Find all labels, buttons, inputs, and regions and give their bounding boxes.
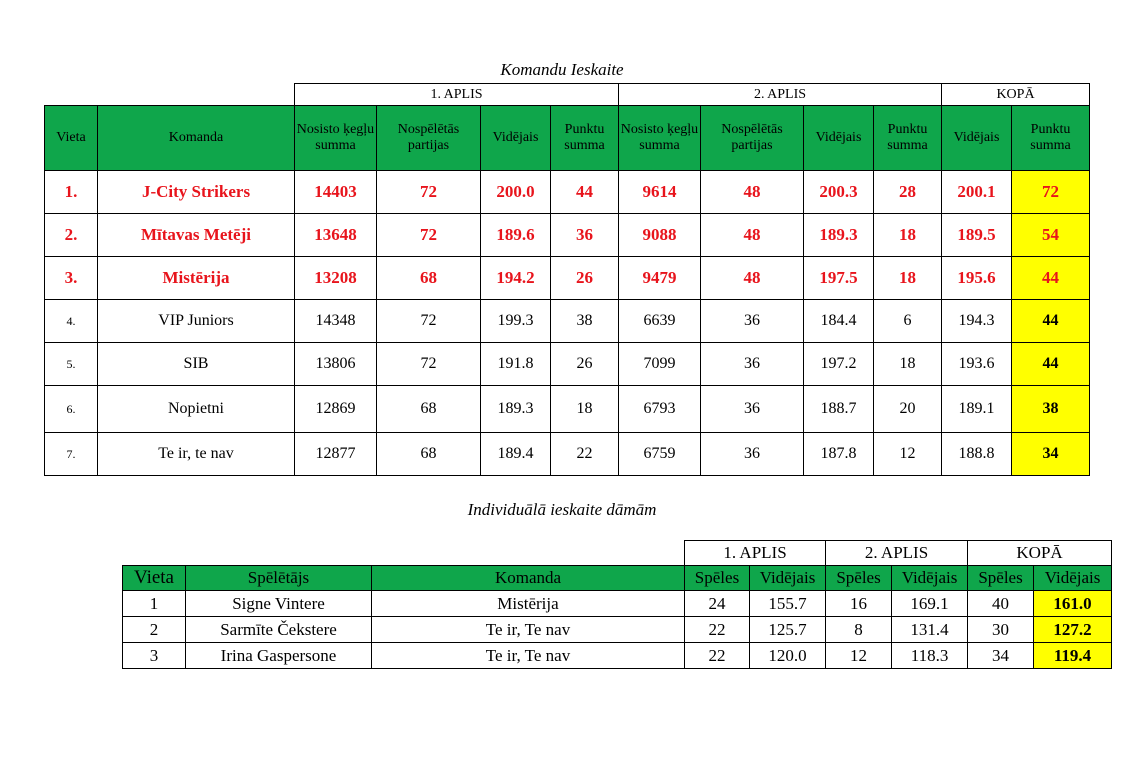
team-place-cell: 5. — [45, 343, 98, 386]
round1-games-cell: 68 — [377, 257, 481, 300]
total-average-cell: 119.4 — [1034, 643, 1112, 669]
team-row — [45, 343, 1090, 386]
group-header-round2: 2. APLIS — [826, 541, 968, 566]
round1-pins-sum-cell: 12869 — [295, 386, 377, 433]
round1-games-cell: 72 — [377, 343, 481, 386]
column-header-team: Komanda — [372, 566, 685, 591]
team-table-body — [45, 171, 1090, 476]
team-row — [45, 386, 1090, 433]
group-header-total: KOPĀ — [968, 541, 1112, 566]
round1-pins-sum-cell: 14348 — [295, 300, 377, 343]
individual-table-body — [123, 591, 1112, 669]
round2-average-cell: 118.3 — [892, 643, 968, 669]
team-row — [45, 214, 1090, 257]
total-games-cell: 40 — [968, 591, 1034, 617]
round2-average-cell: 169.1 — [892, 591, 968, 617]
column-header-average: Vidējais — [942, 106, 1012, 171]
round1-points-cell: 44 — [551, 171, 619, 214]
round1-average-cell: 199.3 — [481, 300, 551, 343]
group-header-round1: 1. APLIS — [685, 541, 826, 566]
total-games-cell: 34 — [968, 643, 1034, 669]
team-name-cell: Mītavas Metēji — [98, 214, 295, 257]
round2-average-cell: 184.4 — [804, 300, 874, 343]
round2-pins-sum-cell: 9479 — [619, 257, 701, 300]
player-name-cell: Sarmīte Čekstere — [186, 617, 372, 643]
column-header-place: Vieta — [123, 566, 186, 591]
team-group-header-row — [45, 84, 1090, 106]
team-column-header-row — [45, 106, 1090, 171]
round1-average-cell: 189.4 — [481, 433, 551, 476]
round2-average-cell: 197.2 — [804, 343, 874, 386]
team-place-cell: 2. — [45, 214, 98, 257]
player-place-cell: 2 — [123, 617, 186, 643]
round2-average-cell: 131.4 — [892, 617, 968, 643]
player-row — [123, 643, 1112, 669]
round1-games-cell: 24 — [685, 591, 750, 617]
round1-average-cell: 120.0 — [750, 643, 826, 669]
round2-points-cell: 28 — [874, 171, 942, 214]
column-header-average: Vidējais — [481, 106, 551, 171]
total-points-cell: 38 — [1012, 386, 1090, 433]
round2-pins-sum-cell: 7099 — [619, 343, 701, 386]
group-header-round2: 2. APLIS — [619, 84, 942, 106]
round1-points-cell: 22 — [551, 433, 619, 476]
team-row — [45, 171, 1090, 214]
round2-games-cell: 16 — [826, 591, 892, 617]
column-header-player: Spēlētājs — [186, 566, 372, 591]
team-name-cell: Nopietni — [98, 386, 295, 433]
player-row — [123, 591, 1112, 617]
round2-points-cell: 18 — [874, 214, 942, 257]
team-name-cell: SIB — [98, 343, 295, 386]
round2-games-cell: 48 — [701, 214, 804, 257]
total-points-cell: 72 — [1012, 171, 1090, 214]
total-average-cell: 189.5 — [942, 214, 1012, 257]
player-place-cell: 1 — [123, 591, 186, 617]
team-name-cell: Mistērija — [98, 257, 295, 300]
round1-pins-sum-cell: 13806 — [295, 343, 377, 386]
total-average-cell: 189.1 — [942, 386, 1012, 433]
round1-average-cell: 189.3 — [481, 386, 551, 433]
player-name-cell: Signe Vintere — [186, 591, 372, 617]
round1-games-cell: 68 — [377, 433, 481, 476]
round1-pins-sum-cell: 13648 — [295, 214, 377, 257]
round1-average-cell: 191.8 — [481, 343, 551, 386]
player-row — [123, 617, 1112, 643]
total-points-cell: 44 — [1012, 300, 1090, 343]
round1-average-cell: 200.0 — [481, 171, 551, 214]
column-header-place: Vieta — [45, 106, 98, 171]
round1-pins-sum-cell: 14403 — [295, 171, 377, 214]
total-average-cell: 200.1 — [942, 171, 1012, 214]
round2-games-cell: 48 — [701, 257, 804, 300]
round2-pins-sum-cell: 6793 — [619, 386, 701, 433]
round2-points-cell: 18 — [874, 257, 942, 300]
column-header-games-played: Nospēlētās partijas — [701, 106, 804, 171]
round2-points-cell: 20 — [874, 386, 942, 433]
player-place-cell: 3 — [123, 643, 186, 669]
column-header-points-sum: Punktu summa — [1012, 106, 1090, 171]
round1-pins-sum-cell: 12877 — [295, 433, 377, 476]
team-name-cell: Te ir, te nav — [98, 433, 295, 476]
round2-points-cell: 6 — [874, 300, 942, 343]
column-header-games: Spēles — [685, 566, 750, 591]
round2-games-cell: 36 — [701, 433, 804, 476]
round1-points-cell: 18 — [551, 386, 619, 433]
player-team-cell: Te ir, Te nav — [372, 643, 685, 669]
column-header-average: Vidējais — [804, 106, 874, 171]
team-place-cell: 7. — [45, 433, 98, 476]
total-average-cell: 188.8 — [942, 433, 1012, 476]
round2-pins-sum-cell: 6759 — [619, 433, 701, 476]
individual-column-header-row — [123, 566, 1112, 591]
column-header-average: Vidējais — [750, 566, 826, 591]
total-points-cell: 54 — [1012, 214, 1090, 257]
total-average-cell: 161.0 — [1034, 591, 1112, 617]
round1-points-cell: 38 — [551, 300, 619, 343]
round2-pins-sum-cell: 9088 — [619, 214, 701, 257]
column-header-games-played: Nospēlētās partijas — [377, 106, 481, 171]
round2-pins-sum-cell: 6639 — [619, 300, 701, 343]
team-place-cell: 1. — [45, 171, 98, 214]
round1-average-cell: 194.2 — [481, 257, 551, 300]
round2-average-cell: 187.8 — [804, 433, 874, 476]
round1-points-cell: 26 — [551, 343, 619, 386]
total-games-cell: 30 — [968, 617, 1034, 643]
total-points-cell: 44 — [1012, 343, 1090, 386]
round1-games-cell: 72 — [377, 214, 481, 257]
round1-games-cell: 22 — [685, 643, 750, 669]
round2-games-cell: 48 — [701, 171, 804, 214]
round2-pins-sum-cell: 9614 — [619, 171, 701, 214]
round2-games-cell: 36 — [701, 386, 804, 433]
round1-games-cell: 72 — [377, 300, 481, 343]
column-header-pins-sum: Nosisto ķegļu summa — [295, 106, 377, 171]
column-header-games: Spēles — [968, 566, 1034, 591]
team-row — [45, 433, 1090, 476]
round2-points-cell: 18 — [874, 343, 942, 386]
total-average-cell: 194.3 — [942, 300, 1012, 343]
total-average-cell: 127.2 — [1034, 617, 1112, 643]
round1-points-cell: 36 — [551, 214, 619, 257]
individual-standings-title: Individuālā ieskaite dāmām — [467, 500, 657, 519]
team-standings-title: Komandu Ieskaite — [500, 60, 624, 79]
column-header-points-sum: Punktu summa — [551, 106, 619, 171]
team-place-cell: 4. — [45, 300, 98, 343]
team-row — [45, 257, 1090, 300]
player-team-cell: Te ir, Te nav — [372, 617, 685, 643]
column-header-average: Vidējais — [1034, 566, 1112, 591]
individual-group-header-row — [123, 541, 1112, 566]
team-row — [45, 300, 1090, 343]
round2-points-cell: 12 — [874, 433, 942, 476]
round2-average-cell: 188.7 — [804, 386, 874, 433]
team-place-cell: 6. — [45, 386, 98, 433]
round1-average-cell: 155.7 — [750, 591, 826, 617]
column-header-games: Spēles — [826, 566, 892, 591]
total-points-cell: 34 — [1012, 433, 1090, 476]
round2-games-cell: 36 — [701, 343, 804, 386]
round1-pins-sum-cell: 13208 — [295, 257, 377, 300]
round1-games-cell: 22 — [685, 617, 750, 643]
round1-games-cell: 72 — [377, 171, 481, 214]
column-header-team: Komanda — [98, 106, 295, 171]
individual-standings-table — [122, 540, 1112, 669]
team-place-cell: 3. — [45, 257, 98, 300]
column-header-points-sum: Punktu summa — [874, 106, 942, 171]
round1-average-cell: 125.7 — [750, 617, 826, 643]
group-header-round1: 1. APLIS — [295, 84, 619, 106]
round2-average-cell: 200.3 — [804, 171, 874, 214]
round1-points-cell: 26 — [551, 257, 619, 300]
player-team-cell: Mistērija — [372, 591, 685, 617]
total-average-cell: 193.6 — [942, 343, 1012, 386]
round2-games-cell: 36 — [701, 300, 804, 343]
total-points-cell: 44 — [1012, 257, 1090, 300]
round2-games-cell: 8 — [826, 617, 892, 643]
round2-average-cell: 189.3 — [804, 214, 874, 257]
group-header-total: KOPĀ — [942, 84, 1090, 106]
player-name-cell: Irina Gaspersone — [186, 643, 372, 669]
round2-average-cell: 197.5 — [804, 257, 874, 300]
column-header-pins-sum: Nosisto ķegļu summa — [619, 106, 701, 171]
round1-games-cell: 68 — [377, 386, 481, 433]
round2-games-cell: 12 — [826, 643, 892, 669]
team-standings-table — [44, 83, 1090, 476]
team-name-cell: VIP Juniors — [98, 300, 295, 343]
round1-average-cell: 189.6 — [481, 214, 551, 257]
column-header-average: Vidējais — [892, 566, 968, 591]
team-name-cell: J-City Strikers — [98, 171, 295, 214]
total-average-cell: 195.6 — [942, 257, 1012, 300]
